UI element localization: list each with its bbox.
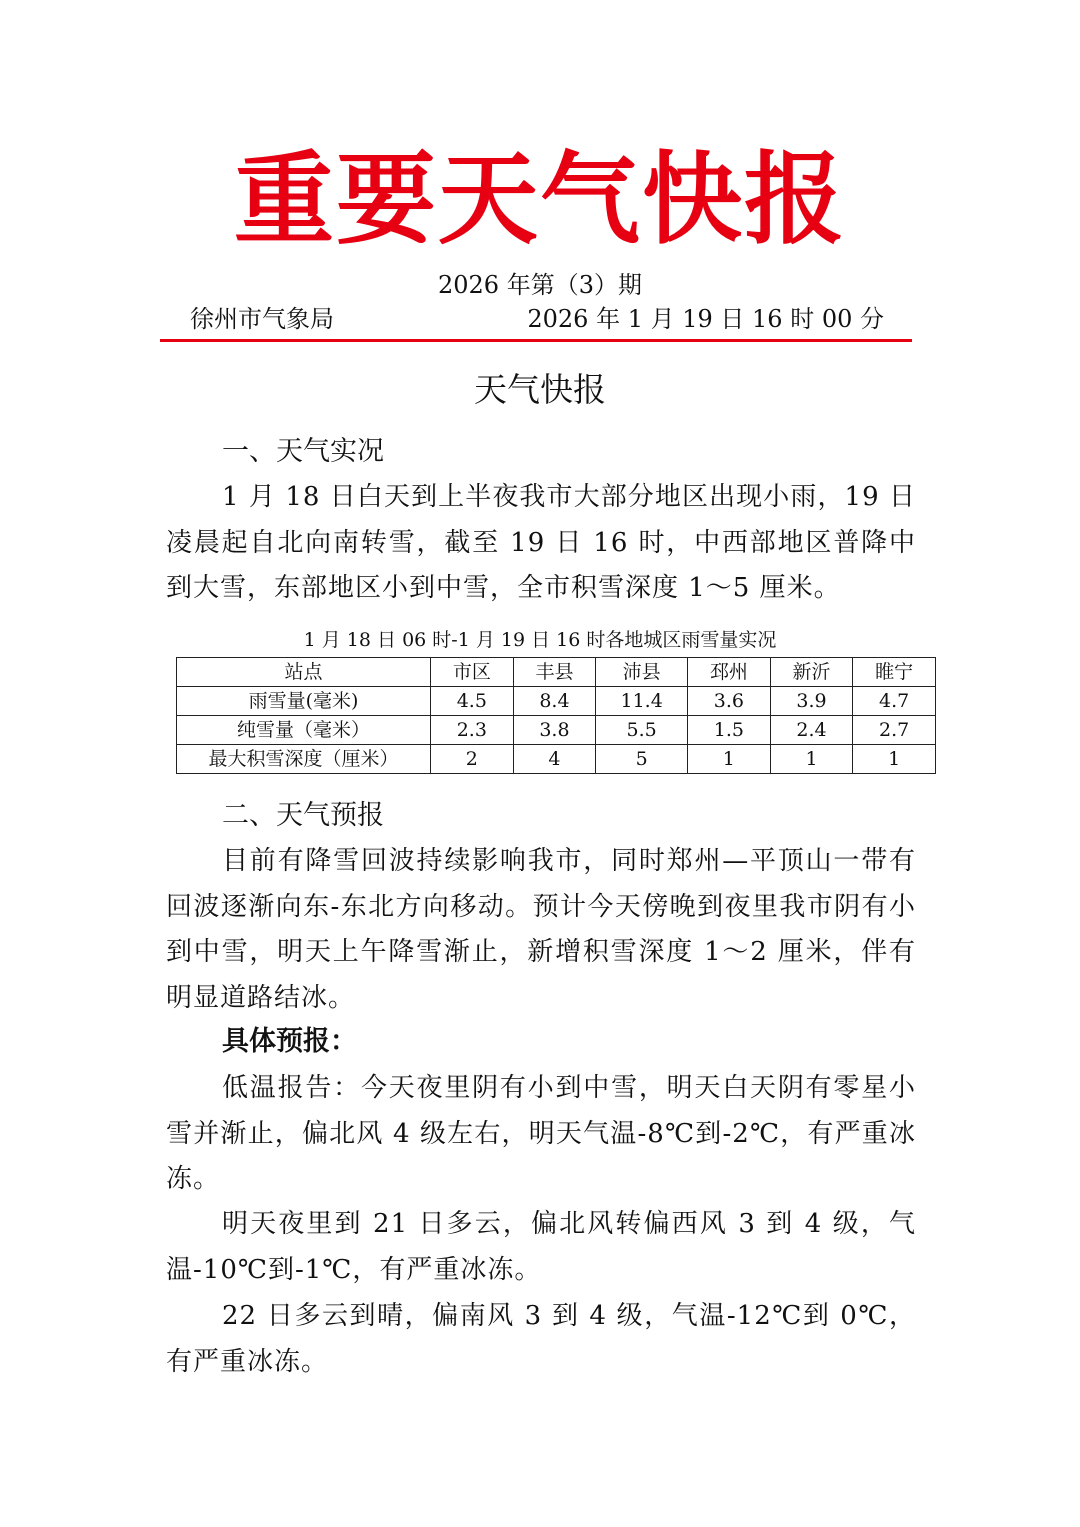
table-cell: 2 xyxy=(431,745,514,774)
table-cell: 2.4 xyxy=(770,716,853,745)
table-cell: 3.6 xyxy=(688,687,771,716)
table-header-cell: 丰县 xyxy=(513,658,596,687)
table-row-label: 最大积雪深度（厘米） xyxy=(177,745,431,774)
table-cell: 4 xyxy=(513,745,596,774)
table-cell: 8.4 xyxy=(513,687,596,716)
table-header-row xyxy=(177,658,936,687)
document-title: 天气快报 xyxy=(474,370,606,409)
table-header-cell: 睢宁 xyxy=(853,658,936,687)
forecast-low-temperature: 低温报告：今天夜里阴有小到中雪，明天白天阴有零星小雪并渐止，偏北风 4 级左右，明天气温-8℃到-2℃，有严重冰冻。 xyxy=(166,1073,916,1194)
section-heading-observation: 一、天气实况 xyxy=(222,436,384,467)
table-cell: 1 xyxy=(770,745,853,774)
table-header-cell: 沛县 xyxy=(596,658,688,687)
table-cell: 1.5 xyxy=(688,716,771,745)
table-header-cell: 站点 xyxy=(177,658,431,687)
table-caption: 1 月 18 日 06 时-1 月 19 日 16 时各地城区雨雪量实况 xyxy=(303,629,777,651)
table-cell: 3.8 xyxy=(513,716,596,745)
table-row xyxy=(177,716,936,745)
table-cell: 1 xyxy=(853,745,936,774)
forecast-day-22: 22 日多云到晴，偏南风 3 到 4 级，气温-12℃到 0℃，有严重冰冻。 xyxy=(166,1301,916,1377)
table-header-cell: 新沂 xyxy=(770,658,853,687)
table-cell: 2.7 xyxy=(853,716,936,745)
forecast-paragraph: 目前有降雪回波持续影响我市，同时郑州—平顶山一带有回波逐渐向东-东北方向移动。预计今天傍晚到夜里我市阴有小到中雪，明天上午降雪渐止，新增积雪深度 1～2 厘米，伴有明显道路结冰。 xyxy=(166,846,916,1013)
table-row xyxy=(177,687,936,716)
issue-datetime: 2026 年 1 月 19 日 16 时 00 分 xyxy=(527,305,884,333)
table-header-cell: 邳州 xyxy=(688,658,771,687)
table-cell: 5.5 xyxy=(596,716,688,745)
table-row-label: 雨雪量(毫米) xyxy=(177,687,431,716)
header-red-rule xyxy=(160,339,912,342)
forecast-day-21: 明天夜里到 21 日多云，偏北风转偏西风 3 到 4 级，气温-10℃到-1℃，有严重冰冻。 xyxy=(166,1209,916,1285)
table-cell: 4.5 xyxy=(431,687,514,716)
table-cell: 2.3 xyxy=(431,716,514,745)
masthead-title: 重要天气快报 xyxy=(234,141,846,258)
table-header-cell: 市区 xyxy=(431,658,514,687)
observation-paragraph: 1 月 18 日白天到上半夜我市大部分地区出现小雨，19 日凌晨起自北向南转雪，截至 19 日 16 时，中西部地区普降中到大雪，东部地区小到中雪，全市积雪深度 1～5 厘米。 xyxy=(166,482,916,603)
precipitation-table xyxy=(176,657,936,774)
section-heading-forecast: 二、天气预报 xyxy=(222,800,384,831)
specific-forecast-heading: 具体预报： xyxy=(222,1026,357,1057)
issuing-agency: 徐州市气象局 xyxy=(190,305,334,333)
table-cell: 4.7 xyxy=(853,687,936,716)
table-cell: 11.4 xyxy=(596,687,688,716)
table-cell: 3.9 xyxy=(770,687,853,716)
issue-number: 2026 年第（3）期 xyxy=(438,271,642,299)
table-row-label: 纯雪量（毫米） xyxy=(177,716,431,745)
table-cell: 1 xyxy=(688,745,771,774)
table-row xyxy=(177,745,936,774)
table-cell: 5 xyxy=(596,745,688,774)
